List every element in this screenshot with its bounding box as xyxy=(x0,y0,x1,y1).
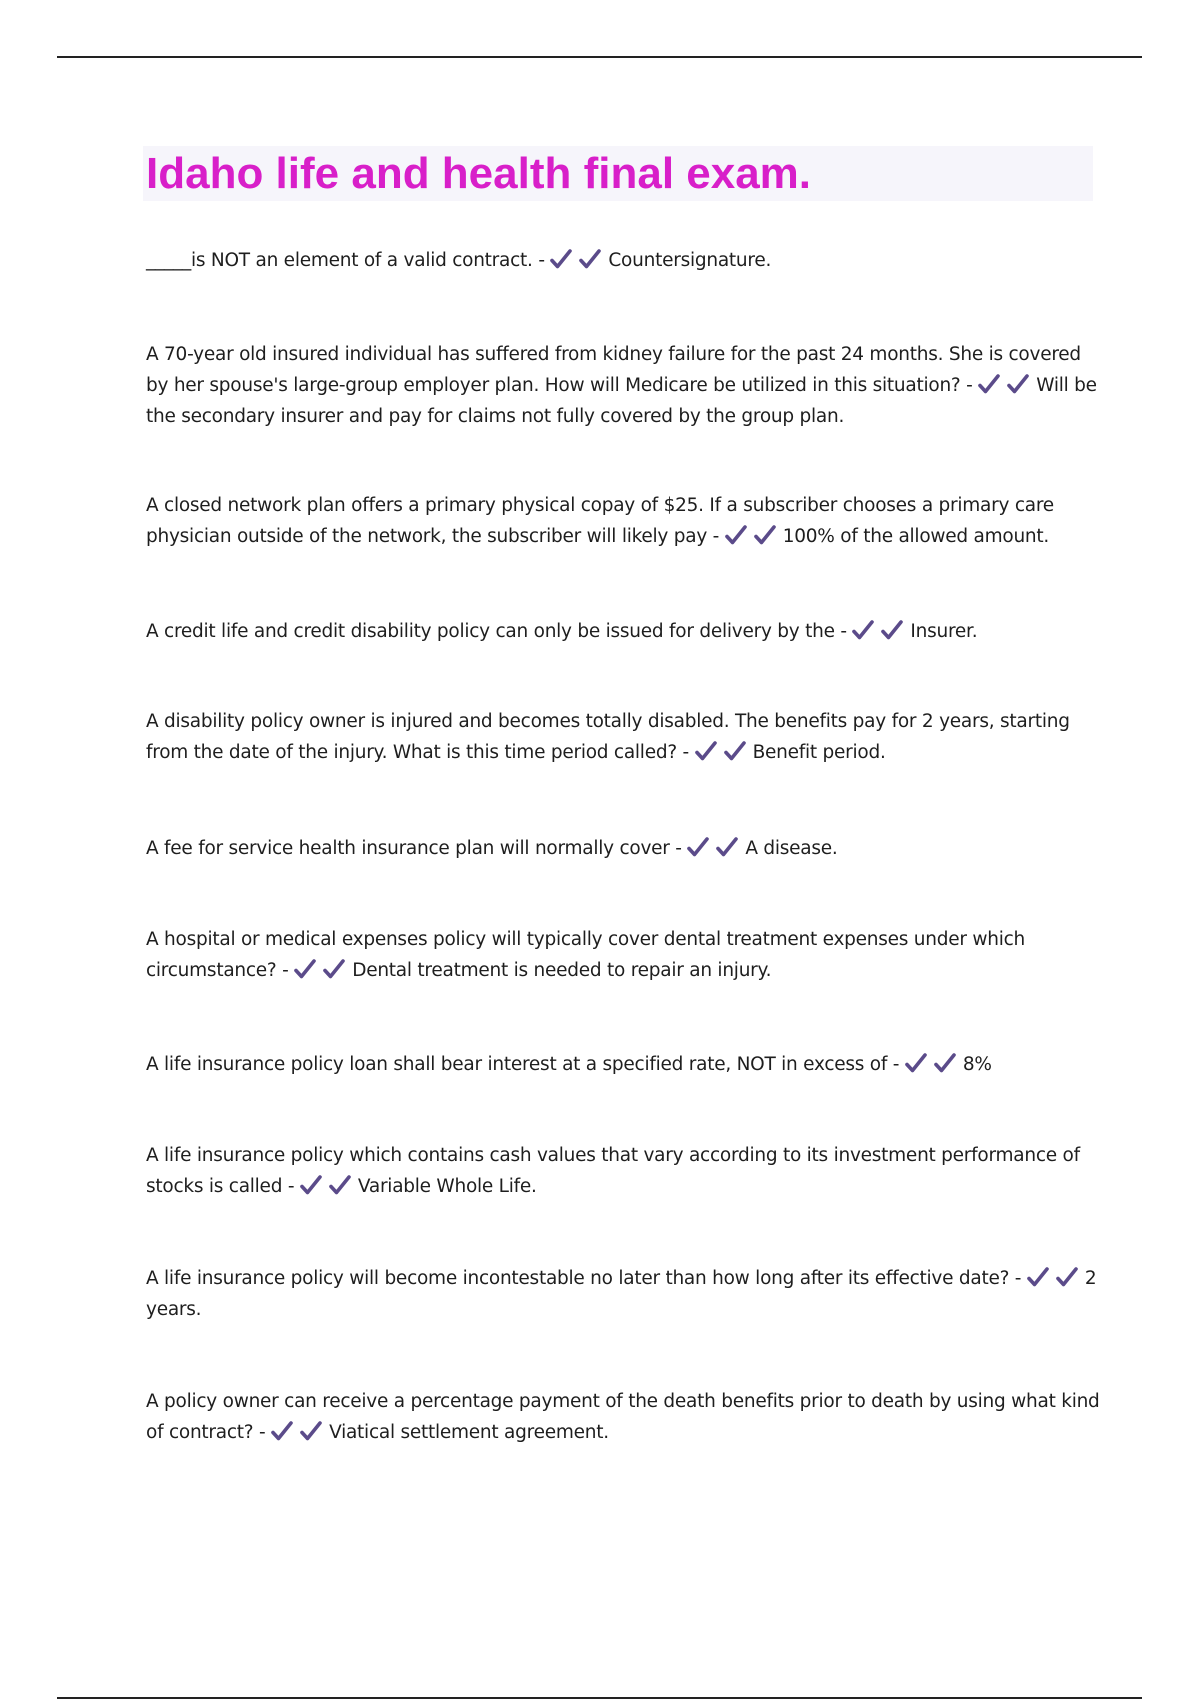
answer-text: Benefit period. xyxy=(752,742,886,763)
check-icon xyxy=(687,836,709,858)
question-text: A credit life and credit disability policy can only be issued for delivery by the - xyxy=(146,621,847,642)
check-icon xyxy=(725,524,747,546)
question-text: A life insurance policy loan shall bear interest at a specified rate, NOT in excess of - xyxy=(146,1054,900,1075)
qa-item xyxy=(146,616,1101,647)
question-text: _____is NOT an element of a valid contract. - xyxy=(146,250,545,271)
qa-item xyxy=(146,245,1101,276)
question-text: A policy owner can receive a percentage payment of the death benefits prior to death by using what kind of contract? - xyxy=(146,1391,1100,1443)
question-text: A fee for service health insurance plan will normally cover - xyxy=(146,838,682,859)
check-icon xyxy=(300,1420,322,1442)
check-icon xyxy=(323,958,345,980)
check-icon xyxy=(934,1052,956,1074)
check-icon xyxy=(1056,1266,1078,1288)
check-icon xyxy=(724,740,746,762)
check-icon xyxy=(579,248,601,270)
check-icon xyxy=(852,619,874,641)
document-title: Idaho life and health final exam. xyxy=(146,149,812,198)
answer-text: Countersignature. xyxy=(608,250,772,271)
qa-item xyxy=(146,1049,1101,1080)
qa-item xyxy=(146,490,1101,552)
check-icon xyxy=(329,1174,351,1196)
answer-text: 8% xyxy=(962,1054,992,1075)
check-icon xyxy=(271,1420,293,1442)
answer-text: 100% of the allowed amount. xyxy=(782,526,1050,547)
check-icon xyxy=(1007,373,1029,395)
question-text: A life insurance policy which contains cash values that vary according to its investment performance of stocks is called - xyxy=(146,1145,1080,1197)
question-text: A life insurance policy will become incontestable no later than how long after its effective date? - xyxy=(146,1268,1022,1289)
qa-item xyxy=(146,1140,1101,1202)
check-icon xyxy=(695,740,717,762)
answer-text: A disease. xyxy=(745,838,838,859)
qa-item xyxy=(146,706,1101,768)
question-text: A closed network plan offers a primary physical copay of $25. If a subscriber chooses a primary care physician outside of the network, the subscriber will likely pay - xyxy=(146,495,1054,547)
check-icon xyxy=(905,1052,927,1074)
check-icon xyxy=(716,836,738,858)
answer-text: Dental treatment is needed to repair an injury. xyxy=(352,960,772,981)
header-rule xyxy=(57,56,1142,58)
answer-text: Insurer. xyxy=(910,621,978,642)
check-icon xyxy=(978,373,1000,395)
check-icon xyxy=(294,958,316,980)
question-text: A 70-year old insured individual has suffered from kidney failure for the past 24 months. She is covered by her spouse's large-group employer plan. How will Medicare be utilized in this situation? - xyxy=(146,344,1081,396)
answer-text: Variable Whole Life. xyxy=(357,1176,537,1197)
answer-text: Will be the secondary insurer and pay for claims not fully covered by the group plan. xyxy=(146,375,1097,427)
footer-rule xyxy=(57,1697,1142,1699)
answer-text: Viatical settlement agreement. xyxy=(329,1422,609,1443)
check-icon xyxy=(300,1174,322,1196)
qa-item xyxy=(146,1386,1101,1448)
check-icon xyxy=(1027,1266,1049,1288)
question-text: A hospital or medical expenses policy will typically cover dental treatment expenses under which circumstance? - xyxy=(146,929,1026,981)
check-icon xyxy=(754,524,776,546)
answer-text: 2 years. xyxy=(146,1268,1097,1320)
qa-item xyxy=(146,339,1101,432)
question-text: A disability policy owner is injured and becomes totally disabled. The benefits pay for 2 years, starting from the date of the injury. What is this time period called? - xyxy=(146,711,1070,763)
qa-item xyxy=(146,1263,1101,1325)
check-icon xyxy=(881,619,903,641)
qa-item xyxy=(146,924,1101,986)
check-icon xyxy=(550,248,572,270)
qa-item xyxy=(146,833,1101,864)
